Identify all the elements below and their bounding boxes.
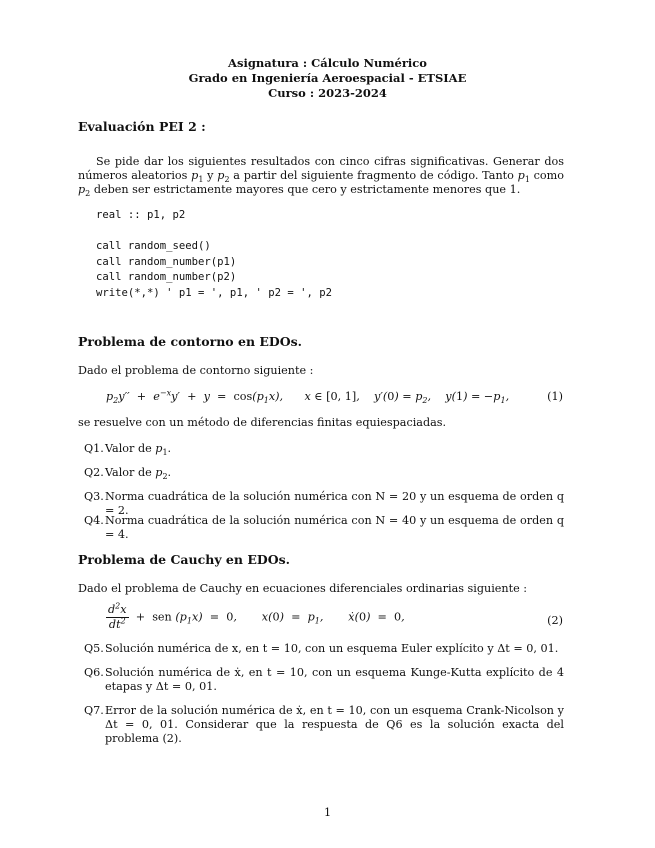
question-q6: Q6. Solución numérica de ẋ, en t = 10, con un esquema Kunge-Kutta explícito de 4 etapas y Δt = 0, 01.	[84, 666, 564, 693]
code-block	[96, 208, 332, 302]
section1-lead: Dado el problema de contorno siguiente :	[78, 364, 314, 377]
code-line: write(*,*) ' p1 = ', p1, ' p2 = ', p2	[96, 286, 332, 299]
degree-title: Grado en Ingeniería Aeroespacial - ETSIAE	[188, 71, 467, 85]
code-line: call random_number(p2)	[96, 271, 237, 284]
code-line: call random_seed()	[96, 240, 211, 253]
page-number: 1	[323, 806, 332, 819]
intro-paragraph: Se pide dar los siguientes resultados con cinco cifras significativas. Generar dos números aleatorios $p_1$ y $p_2$ a partir del siguiente fragmento de código. Tanto $p_1$ como $p_2$ deben ser estrictamente mayores que cero y estrictamente menores que 1.	[78, 155, 565, 199]
course-title: Asignatura : Cálculo Numérico	[228, 56, 427, 70]
equation-2-number: (2)	[547, 614, 563, 627]
question-q1: Q1. Valor de $p_1$.	[84, 442, 172, 458]
evaluation-title: Evaluación PEI 2 :	[78, 119, 206, 134]
section1-after: se resuelve con un método de diferencias finitas equiespaciadas.	[78, 416, 447, 429]
equation-1-number: (1)	[547, 390, 563, 403]
code-line: real :: p1, p2	[96, 209, 186, 221]
question-q2: Q2. Valor de $p_2$.	[84, 466, 172, 482]
question-q5: Q5. Solución numérica de x, en t = 10, con un esquema Euler explícito y Δt = 0, 01.	[84, 642, 559, 655]
code-line	[96, 224, 332, 240]
course-year: Curso : 2023-2024	[268, 86, 387, 100]
equation-1: $p_2y'' + e^{-x}y' + y = \cos(p_1x)$, x ∈ [0, 1], $y'(0) = p_2$, $y(1) = -p_1$,	[106, 388, 510, 406]
question-q3: Q3. Norma cuadrática de la solución numérica con N = 20 y un esquema de orden q = 2.	[84, 490, 564, 517]
code-line: call random_number(p1)	[96, 255, 237, 268]
question-q7: Q7. Error de la solución numérica de ẋ, en t = 10, con un esquema Crank-Nicolson y Δt = 0, 01. Considerar que la respuesta de Q6 es la solución exacta del problema (2).	[84, 704, 564, 745]
question-q4: Q4. Norma cuadrática de la solución numérica con N = 40 y un esquema de orden q = 4.	[84, 514, 564, 541]
section2-lead: Dado el problema de Cauchy en ecuaciones diferenciales ordinarias siguiente :	[78, 582, 528, 595]
section-title-boundary: Problema de contorno en EDOs.	[78, 334, 303, 349]
equation-2: $\frac{d^2x}{dt^2}$ + sen $(p_1x) = 0$, $x(0) = p_1$, ẋ(0) = 0,	[108, 601, 405, 631]
section-title-cauchy: Problema de Cauchy en EDOs.	[78, 552, 290, 567]
